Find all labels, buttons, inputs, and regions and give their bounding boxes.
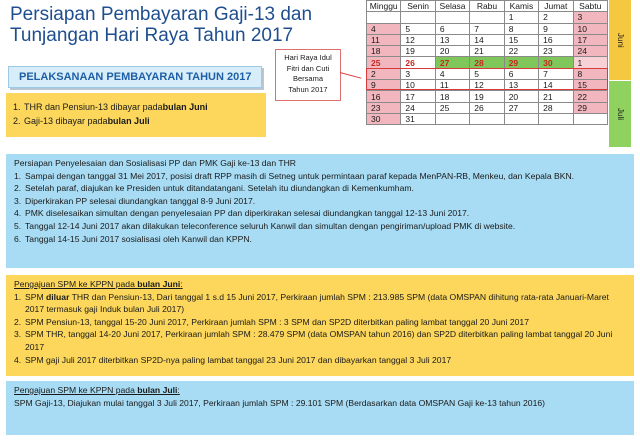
persiapan-section [6, 154, 634, 268]
calendar-day: 20 [504, 91, 538, 102]
calendar-day: 3 [573, 12, 607, 23]
calendar-day: 26 [470, 102, 504, 113]
calendar-day: 12 [470, 80, 504, 91]
list-item: 5. Tanggal 12-14 Juni 2017 akan dilakukan teleconference seluruh Kanwil dan simultan dengan pengiriman/upload PMK di website. [14, 220, 516, 231]
payment-schedule-box [6, 93, 266, 137]
calendar-day [367, 12, 401, 23]
juni-section [6, 275, 634, 376]
juli-section [6, 381, 634, 435]
list-item: 1. Sampai dengan tanggal 31 Mei 2017, posisi draft RPP masih di Setneg untuk permintaan paraf kepada MenPAN-RB, Menkeu, dan Kepala BKN. [14, 170, 575, 181]
calendar-day: 17 [401, 91, 435, 102]
calendar-day: 30 [367, 113, 401, 124]
calendar-day [539, 113, 573, 124]
calendar-week [367, 113, 608, 124]
calendar-day: 27 [504, 102, 538, 113]
calendar-day: 23 [367, 102, 401, 113]
calendar-day-holiday: 25 [367, 57, 401, 68]
calendar-day-holiday: 27 [435, 57, 469, 68]
list-item: 4. SPM gaji Juli 2017 diterbitkan SP2D-nya paling lambat tanggal 23 Juni 2017 dan dibayarkan tanggal 3 Juli 2017 [14, 354, 452, 365]
holiday-week-highlight [366, 68, 608, 90]
month-label-juni: Juni [609, 0, 631, 80]
calendar-day: 17 [573, 34, 607, 45]
calendar-day: 8 [504, 23, 538, 34]
calendar-week [367, 102, 608, 113]
calendar-day: 21 [470, 46, 504, 57]
calendar-day: 7 [539, 68, 573, 79]
calendar-day-holiday: 29 [504, 57, 538, 68]
calendar-day: 9 [367, 80, 401, 91]
calendar-day: 21 [539, 91, 573, 102]
calendar-day: 18 [367, 46, 401, 57]
calendar-week [367, 46, 608, 57]
calendar-day: 15 [573, 80, 607, 91]
day-header: Rabu [470, 1, 504, 12]
calendar-day: 12 [401, 34, 435, 45]
calendar-day: 22 [573, 91, 607, 102]
calendar-day: 8 [573, 68, 607, 79]
day-header: Sabtu [573, 1, 607, 12]
calendar-day: 23 [539, 46, 573, 57]
title-line-1: Persiapan Pembayaran Gaji-13 dan [10, 4, 313, 25]
calendar-day: 10 [401, 80, 435, 91]
pelaksanaan-banner: PELAKSANAAN PEMBAYARAN TAHUN 2017 [8, 66, 262, 88]
day-header: Senin [401, 1, 435, 12]
month-label-juli: Juli [609, 81, 631, 147]
calendar-day: 20 [435, 46, 469, 57]
holiday-callout: Hari Raya Idul Fitri dan Cuti Bersama Tahun 2017 [275, 49, 341, 101]
calendar-day: 19 [470, 91, 504, 102]
list-item: 3. SPM THR, tanggal 14-20 Juni 2017, Perkiraan jumlah SPM : 28.479 SPM (data OMSPAN tahun 2016) dan SP2D diterbitkan paling lambat tanggal 20 Juni 2017 [14, 329, 613, 352]
calendar-week-holiday [367, 57, 608, 68]
calendar-day-holiday: 30 [539, 57, 573, 68]
list-item: 6. Tanggal 14-15 Juni 2017 sosialisasi oleh Kanwil dan KPPN. [14, 233, 252, 244]
day-header: Jumat [539, 1, 573, 12]
calendar-day: 2 [539, 12, 573, 23]
list-item: 4. PMK diselesaikan simultan dengan penyelesaian PP dan diperkirakan selesai diundangkan tanggal 12-13 Juni 2017. [14, 208, 470, 219]
payment-schedule-item: 2. Gaji-13 dibayar pada bulan Juli [13, 116, 150, 126]
section-heading: Persiapan Penyelesaian dan Sosialisasi PP dan PMK Gaji ke-13 dan THR [14, 158, 297, 168]
calendar-day: 7 [470, 23, 504, 34]
calendar-day: 14 [539, 80, 573, 91]
calendar-day: 9 [539, 23, 573, 34]
calendar-day [504, 113, 538, 124]
callout-pointer [340, 72, 362, 79]
calendar-day: 13 [435, 34, 469, 45]
calendar-grid [366, 0, 608, 125]
calendar-day [401, 12, 435, 23]
page-title [10, 4, 313, 46]
day-header: Selasa [435, 1, 469, 12]
title-line-2: Tunjangan Hari Raya Tahun 2017 [10, 25, 294, 46]
calendar-day: 1 [504, 12, 538, 23]
calendar-day: 5 [470, 68, 504, 79]
calendar-day: 24 [573, 46, 607, 57]
calendar-day [435, 113, 469, 124]
calendar-day: 2 [367, 68, 401, 79]
section-heading: Pengajuan SPM ke KPPN pada bulan Juni: [14, 279, 183, 289]
calendar-day-holiday: 26 [401, 57, 435, 68]
calendar-day: 3 [401, 68, 435, 79]
calendar-day: 16 [367, 91, 401, 102]
calendar-day: 15 [504, 34, 538, 45]
calendar-week [367, 23, 608, 34]
calendar-week [367, 91, 608, 102]
calendar-day: 29 [573, 102, 607, 113]
calendar-day-holiday: 28 [470, 57, 504, 68]
calendar-day: 6 [504, 68, 538, 79]
calendar-day [435, 12, 469, 23]
calendar-week [367, 12, 608, 23]
calendar-day: 11 [435, 80, 469, 91]
calendar-header-row [367, 1, 608, 12]
day-header: Minggu [367, 1, 401, 12]
calendar-day: 25 [435, 102, 469, 113]
calendar-day: 10 [573, 23, 607, 34]
calendar-day: 11 [367, 34, 401, 45]
list-item: 2. Setelah paraf, diajukan ke Presiden untuk ditandatangani. Setelah itu diundangkan di Kemenkumham. [14, 183, 414, 194]
list-item: 3. Diperkirakan PP selesai diundangkan tanggal 8-9 Juni 2017. [14, 195, 256, 206]
calendar-day: 24 [401, 102, 435, 113]
section-heading: Pengajuan SPM ke KPPN pada bulan Juli: [14, 385, 180, 395]
calendar-day: 28 [539, 102, 573, 113]
calendar-day [573, 113, 607, 124]
calendar-day: 4 [367, 23, 401, 34]
calendar-day: 5 [401, 23, 435, 34]
list-item: 1. SPM diluar THR dan Pensiun-13, Dari tanggal 1 s.d 15 Juni 2017, Perkiraan jumlah SPM : 213.985 SPM (data OMSPAN dihitung rata-rata Januari-Maret 2017 termasuk gaji Induk bulan Juli 2017) [14, 291, 609, 315]
calendar-day: 19 [401, 46, 435, 57]
calendar-day: 31 [401, 113, 435, 124]
day-header: Kamis [504, 1, 538, 12]
calendar-week [367, 34, 608, 45]
payment-schedule-item: 1. THR dan Pensiun-13 dibayar pada bulan Juni [13, 102, 208, 112]
calendar-day [470, 113, 504, 124]
calendar-day: 1 [573, 57, 607, 68]
calendar-day: 14 [470, 34, 504, 45]
calendar-day: 13 [504, 80, 538, 91]
calendar-day: 4 [435, 68, 469, 79]
calendar-day: 18 [435, 91, 469, 102]
calendar-day [470, 12, 504, 23]
section-text: SPM Gaji-13, Diajukan mulai tanggal 3 Juli 2017, Perkiraan jumlah SPM : 29.101 SPM (Berdasarkan data OMSPAN Gaji ke-13 tahun 2016) [14, 397, 546, 408]
calendar-day: 22 [504, 46, 538, 57]
calendar-day: 16 [539, 34, 573, 45]
calendar-day: 6 [435, 23, 469, 34]
list-item: 2. SPM Pensiun-13, tanggal 15-20 Juni 2017, Perkiraan jumlah SPM : 3 SPM dan SP2D diterbitkan paling lambat tanggal 20 Juni 2017 [14, 316, 529, 327]
